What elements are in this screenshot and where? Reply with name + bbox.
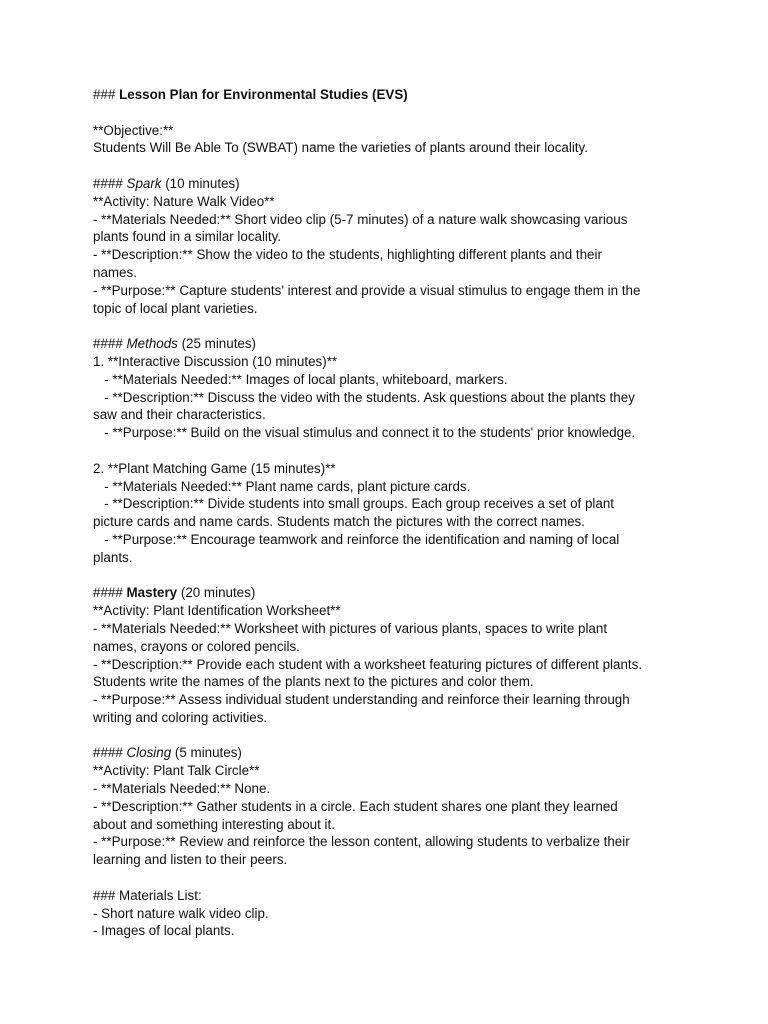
closing-line: learning and listen to their peers. [93,852,288,868]
spark-line: topic of local plant varieties. [93,300,258,316]
spark-heading: #### Spark (10 minutes) [93,175,240,191]
closing-activity: **Activity: Plant Talk Circle** [93,763,260,779]
spark-duration: (10 minutes) [161,175,240,191]
closing-heading: #### Closing (5 minutes) [93,745,242,761]
methods-line: - **Description:** Discuss the video with the students. Ask questions about the plants they [93,389,635,405]
mastery-line: writing and coloring activities. [93,709,268,725]
closing-name: Closing [126,745,172,761]
document-title [93,86,733,104]
methods-heading: #### Methods (25 minutes) [93,336,257,352]
objective-text: Students Will Be Able To (SWBAT) name the varieties of plants around their locality. [93,140,588,156]
title-text: Lesson Plan for Environmental Studies (EVS) [119,87,408,102]
spark-line: - **Purpose:** Capture students' interest and provide a visual stimulus to engage them in the [93,282,641,298]
mastery-line: - **Materials Needed:** Worksheet with pictures of various plants, spaces to write plant [93,620,608,636]
closing-line: about and something interesting about it. [93,816,335,832]
methods-line: picture cards and name cards. Students match the pictures with the correct names. [93,514,585,530]
spark-line: - **Materials Needed:** Short video clip (5-7 minutes) of a nature walk showcasing various [93,211,628,227]
methods-line: - **Description:** Divide students into small groups. Each group receives a set of plant [93,496,615,512]
mastery-heading: #### Mastery (20 minutes) [93,585,256,601]
spark-name: Spark [126,175,162,191]
document-page [93,86,733,940]
methods-line: saw and their characteristics. [93,407,266,423]
methods-line: - **Purpose:** Encourage teamwork and reinforce the identification and naming of local [93,531,620,547]
methods-line: - **Purpose:** Build on the visual stimulus and connect it to the students' prior knowledge. [93,425,636,441]
title-prefix: ### [93,87,120,102]
closing-duration: (5 minutes) [171,745,242,761]
methods-line: 2. **Plant Matching Game (15 minutes)** [93,460,336,476]
methods-line: 1. **Interactive Discussion (10 minutes)** [93,353,338,369]
mastery-line: - **Description:** Provide each student with a worksheet featuring pictures of different plants. [93,656,643,672]
closing-line: - **Description:** Gather students in a circle. Each student shares one plant they learned [93,798,618,814]
mastery-duration: (20 minutes) [177,585,256,601]
closing-line: - **Materials Needed:** None. [93,781,271,797]
spark-activity: **Activity: Nature Walk Video** [93,193,275,209]
mastery-name: Mastery [126,585,178,601]
methods-duration: (25 minutes) [177,336,257,352]
spark-line: names. [93,264,137,280]
mastery-activity: **Activity: Plant Identification Worksheet** [93,603,341,619]
methods-line: - **Materials Needed:** Images of local plants, whiteboard, markers. [93,371,508,387]
mastery-line: names, crayons or colored pencils. [93,638,300,654]
methods-line: plants. [93,549,133,565]
objective-label: **Objective:** [93,122,174,138]
closing-line: - **Purpose:** Review and reinforce the lesson content, allowing students to verbalize their [93,834,630,850]
methods-name: Methods [126,336,178,352]
materials-heading: ### Materials List: [93,887,202,903]
materials-item: - Images of local plants. [93,923,235,939]
mastery-line: - **Purpose:** Assess individual student understanding and reinforce their learning through [93,692,630,708]
mastery-line: Students write the names of the plants next to the pictures and color them. [93,674,534,690]
methods-line: - **Materials Needed:** Plant name cards, plant picture cards. [93,478,471,494]
materials-item: - Short nature walk video clip. [93,905,269,921]
spark-line: - **Description:** Show the video to the students, highlighting different plants and their [93,247,602,263]
spark-line: plants found in a similar locality. [93,229,282,245]
